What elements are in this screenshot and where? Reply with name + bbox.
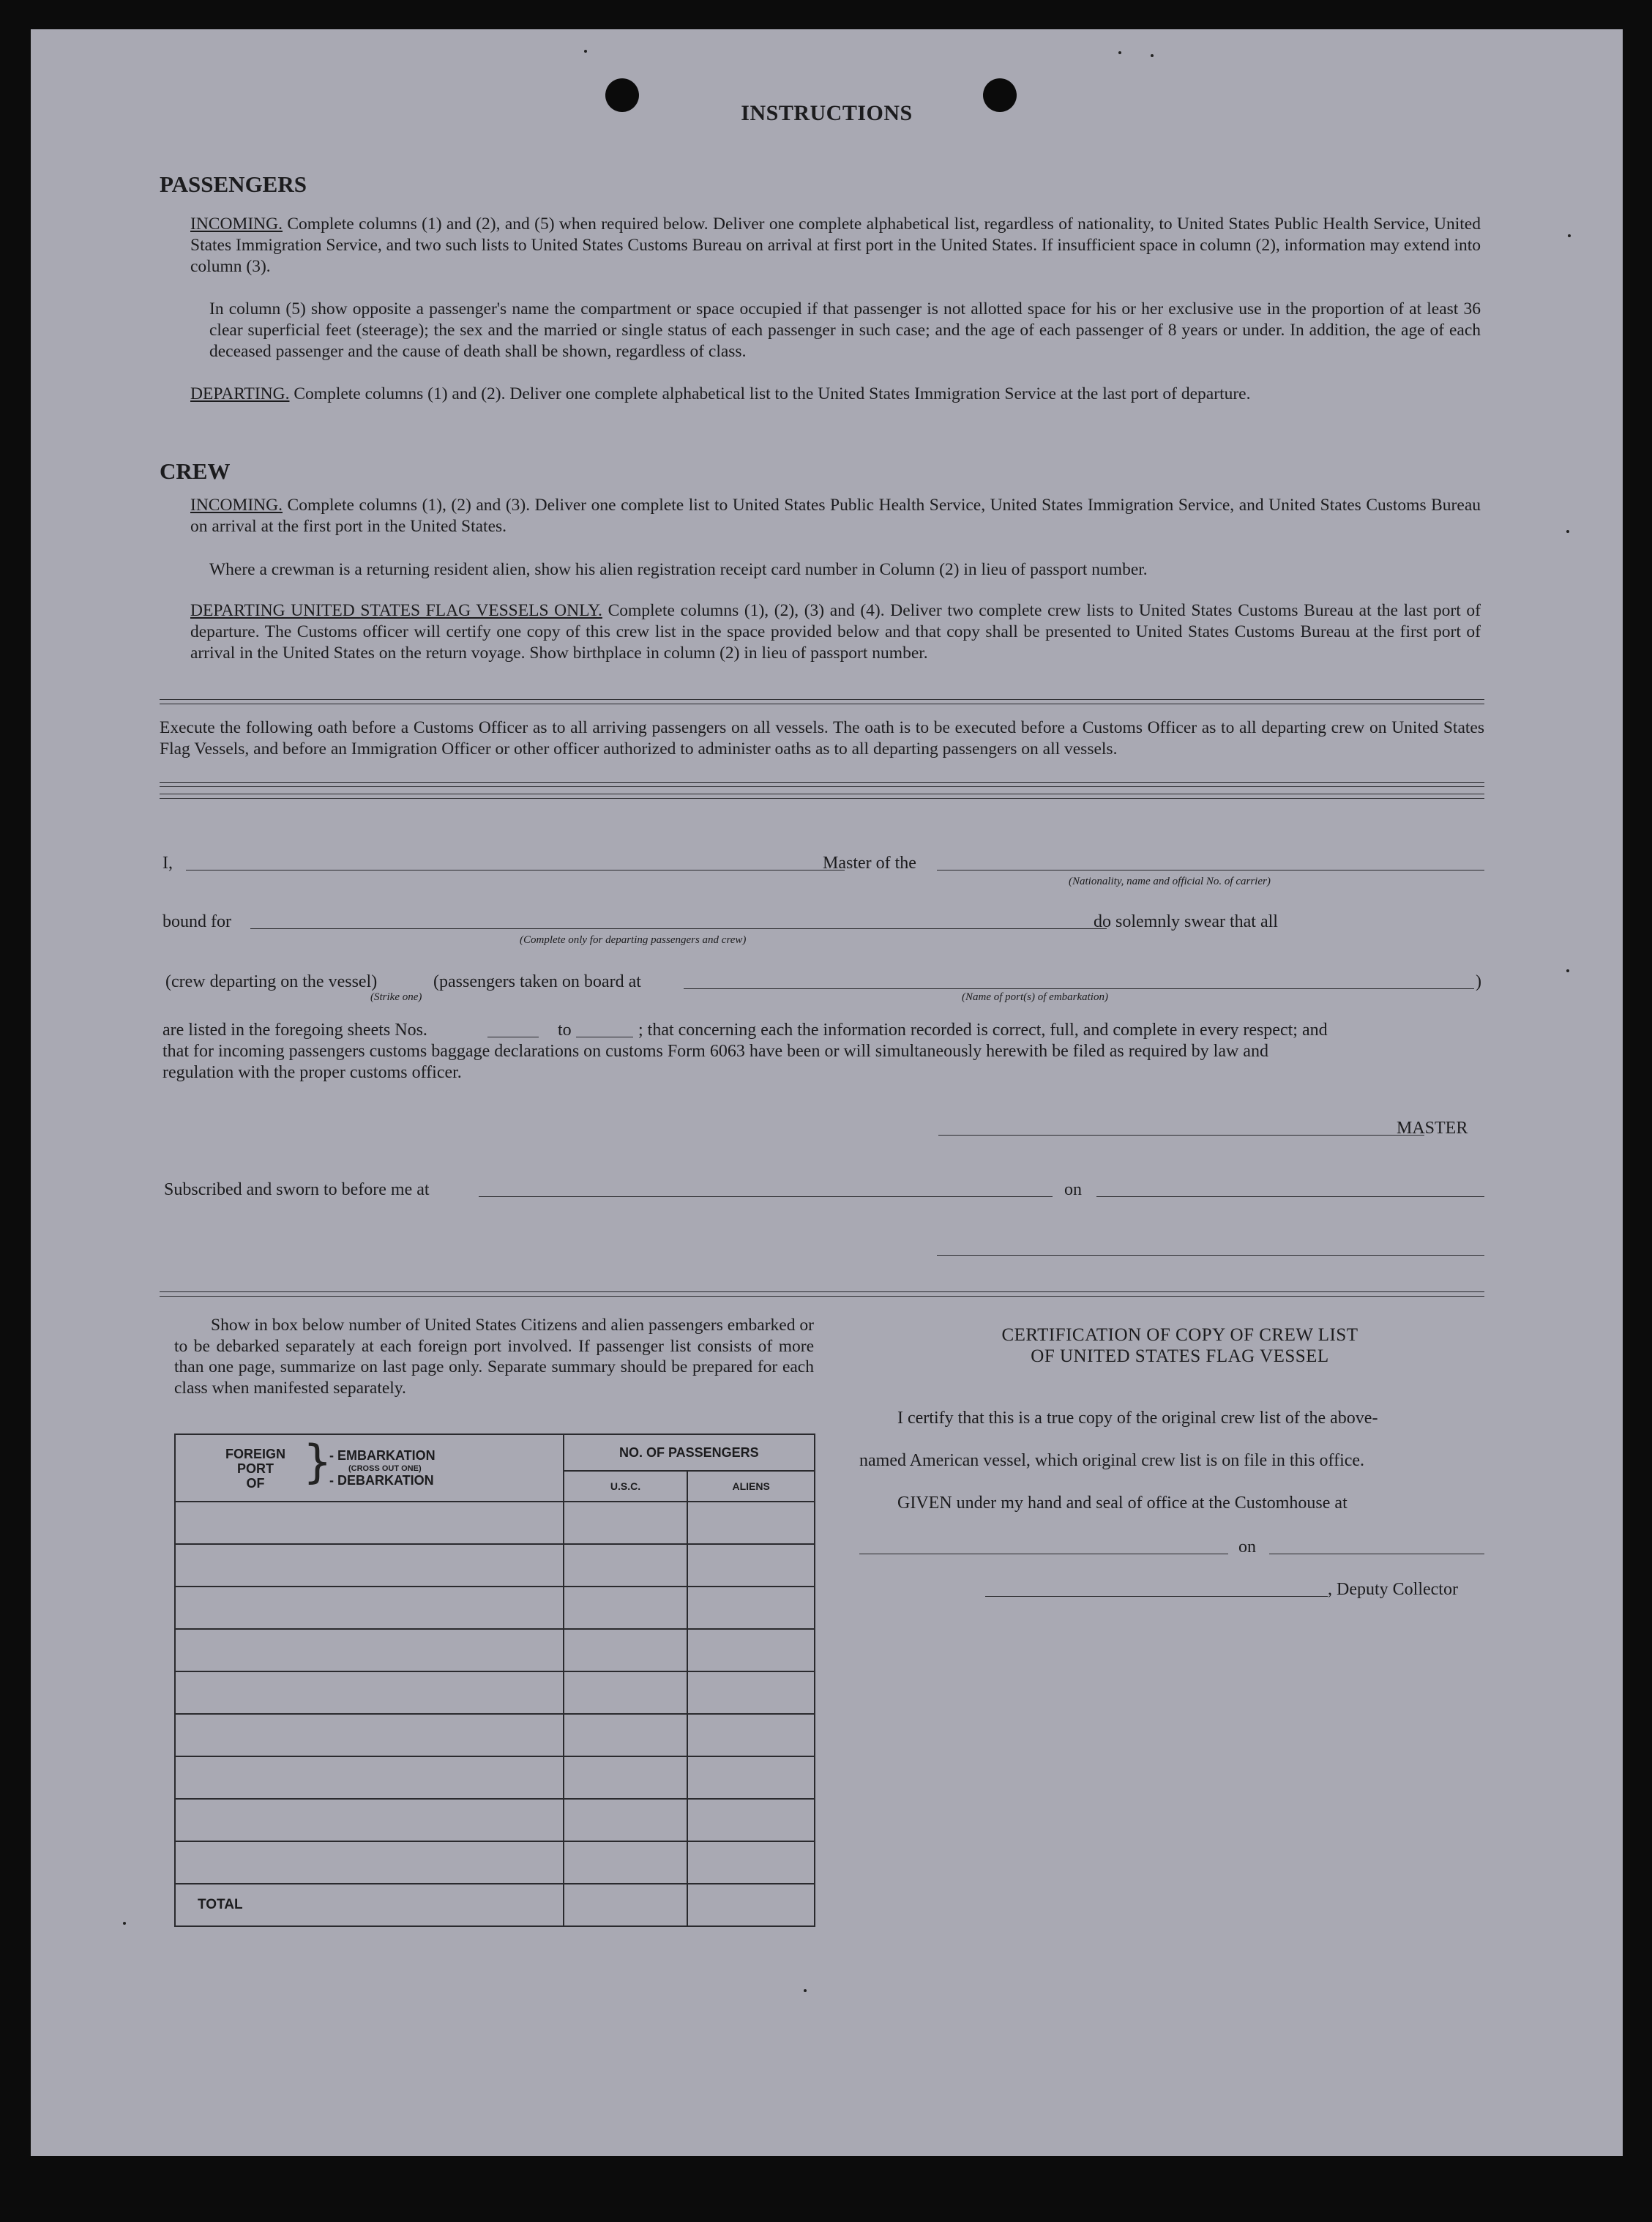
usc-cell[interactable] (564, 1671, 688, 1714)
subscribed-label: Subscribed and sworn to before me at (164, 1180, 430, 1199)
embarkation-label: - EMBARKATION (329, 1448, 436, 1463)
usc-cell[interactable] (564, 1629, 688, 1671)
port-cell[interactable] (175, 1587, 564, 1629)
scan-speck (1568, 234, 1571, 237)
port-cell[interactable] (175, 1799, 564, 1841)
aliens-header: ALIENS (687, 1471, 815, 1502)
passengers-heading: PASSENGERS (160, 171, 307, 197)
section-divider (160, 699, 1484, 704)
crew-departing-text: Complete columns (1), (2), (3) and (4). Deliver two complete crew lists to United States Customs Bureau at the last port of departure. The Customs officer will certify one copy of this crew list in the space provided below and that copy shall be presented to United States Customs Bureau at the first port of arrival in the United States on the return voyage. Show birthplace in column (2) in lieu of passport number. (190, 601, 1481, 663)
passengers-incoming-label: INCOMING. (190, 215, 283, 234)
swear-label: do solemnly swear that all (1094, 912, 1278, 931)
scan-speck (1566, 969, 1569, 972)
certification-title-line1: CERTIFICATION OF COPY OF CREW LIST (1001, 1325, 1358, 1345)
aliens-cell[interactable] (687, 1799, 815, 1841)
aliens-cell[interactable] (687, 1629, 815, 1671)
port-hint: (Name of port(s) of embarkation) (962, 991, 1108, 1003)
passengers-incoming-text: Complete columns (1) and (2), and (5) when required below. Deliver one complete alphabetical list, regardless of nationality, to United States Public Health Service, United States Immigration Service, and two such lists to United States Customs Bureau on arrival at first port in the United States. If insufficient space in column (2), information may extend into column (3). (190, 215, 1481, 276)
passengers-departing-paragraph (190, 384, 1481, 405)
master-label: MASTER (1397, 1119, 1468, 1138)
crew-incoming-label: INCOMING. (190, 496, 283, 515)
scan-speck (1566, 530, 1569, 533)
bound-for-field[interactable] (250, 928, 1107, 929)
aliens-total-cell[interactable] (687, 1884, 815, 1926)
port-header-cell (175, 1434, 564, 1502)
crew-incoming-text: Complete columns (1), (2) and (3). Deliver one complete list to United States Public Health Service, United States Immigration Service, and United States Customs Bureau on arrival at the first port in the United States. (190, 496, 1481, 536)
passengers-departing-text: Complete columns (1) and (2). Deliver one complete alphabetical list to the United States Immigration Service at the last port of departure. (294, 384, 1251, 403)
close-paren: ) (1476, 972, 1481, 991)
listed-rest: ; that concerning each the information recorded is correct, full, and complete in every respect; and (638, 1021, 1328, 1040)
strike-hint: (Strike one) (370, 991, 422, 1003)
of-label: OF (246, 1476, 265, 1491)
total-label: TOTAL (175, 1884, 564, 1926)
listed-label: are listed in the foregoing sheets Nos. (162, 1021, 427, 1040)
passengers-column5-paragraph: In column (5) show opposite a passenger's name the compartment or space occupied if that passenger is not allotted space for his or her exclusive use in the proportion of at least 36 clear superficial feet (steerage); the sex and the married or single status of each passenger in such case; and the age of each passenger of 8 years or under. In addition, the age of each deceased passenger and the cause of death shall be shown, regardless of class. (209, 299, 1481, 361)
certify-line2: named American vessel, which original crew list is on file in this office. (859, 1451, 1365, 1470)
carrier-hint: (Nationality, name and official No. of carrier) (1069, 876, 1271, 887)
certification-on-label: on (1238, 1537, 1256, 1556)
deputy-signature-field[interactable] (985, 1596, 1328, 1597)
crew-departing-paragraph (190, 600, 1481, 664)
crew-resident-paragraph: Where a crewman is a returning resident alien, show his alien registration receipt card number in Column (2) in lieu of passport number. (209, 560, 1148, 579)
listed-line2: that for incoming passengers customs baggage declarations on customs Form 6063 have been or will simultaneously herewith be filed as required by law and (162, 1042, 1268, 1061)
subscribed-on-label: on (1064, 1180, 1082, 1199)
bound-for-label: bound for (162, 912, 231, 931)
subscribed-date-field[interactable] (1096, 1196, 1484, 1197)
port-label: PORT (236, 1461, 274, 1476)
usc-total-cell[interactable] (564, 1884, 688, 1926)
port-cell[interactable] (175, 1714, 564, 1756)
listed-line3: regulation with the proper customs officer. (162, 1063, 462, 1082)
crew-incoming-paragraph (190, 495, 1481, 537)
aliens-cell[interactable] (687, 1756, 815, 1799)
section-divider (160, 1291, 1484, 1297)
port-cell[interactable] (175, 1756, 564, 1799)
scan-speck (123, 1922, 126, 1925)
passengers-departing-label: DEPARTING. (190, 384, 290, 403)
aliens-cell[interactable] (687, 1587, 815, 1629)
scan-speck (1151, 54, 1154, 57)
page-title: INSTRUCTIONS (741, 101, 913, 125)
port-cell[interactable] (175, 1629, 564, 1671)
brace-icon: } (303, 1435, 332, 1488)
usc-header: U.S.C. (564, 1471, 688, 1502)
port-cell[interactable] (175, 1502, 564, 1544)
scan-speck (804, 1989, 807, 1992)
embarkation-port-field[interactable] (684, 988, 1474, 989)
usc-cell[interactable] (564, 1841, 688, 1884)
aliens-cell[interactable] (687, 1544, 815, 1587)
aliens-cell[interactable] (687, 1841, 815, 1884)
usc-cell[interactable] (564, 1544, 688, 1587)
debarkation-label: - DEBARKATION (329, 1473, 434, 1488)
master-signature-field[interactable] (938, 1135, 1424, 1136)
aliens-cell[interactable] (687, 1671, 815, 1714)
oath-instruction: Execute the following oath before a Customs Officer as to all arriving passengers on all vessels. The oath is to be executed before a Customs Officer as to all departing crew on United States Flag Vessels, and before an Immigration Officer or other officer authorized to administer oaths as to all departing passengers on all vessels. (160, 718, 1484, 758)
to-label: to (558, 1021, 572, 1040)
section-divider (160, 794, 1484, 799)
certification-title-line2: OF UNITED STATES FLAG VESSEL (1031, 1346, 1329, 1366)
usc-cell[interactable] (564, 1714, 688, 1756)
usc-cell[interactable] (564, 1756, 688, 1799)
certify-line1: I certify that this is a true copy of the original crew list of the above- (897, 1409, 1378, 1428)
usc-cell[interactable] (564, 1502, 688, 1544)
port-cell[interactable] (175, 1671, 564, 1714)
scan-speck (584, 50, 587, 53)
form-sheet (31, 29, 1623, 2156)
cross-out-label: (CROSS OUT ONE) (348, 1464, 422, 1473)
deputy-collector-label: , Deputy Collector (1328, 1580, 1458, 1599)
passengers-taken-option: (passengers taken on board at (433, 972, 641, 991)
passengers-incoming-paragraph (190, 214, 1481, 277)
aliens-cell[interactable] (687, 1714, 815, 1756)
subscribed-place-field[interactable] (479, 1196, 1053, 1197)
summary-instruction: Show in box below number of United States Citizens and alien passengers embarked or to be debarked separately at each foreign port involved. If passenger list consists of more than one page, summarize on last page only. Separate summary should be prepared for each class when manifested separately. (174, 1316, 814, 1398)
usc-cell[interactable] (564, 1587, 688, 1629)
officer-signature-field[interactable] (937, 1255, 1484, 1256)
given-line: GIVEN under my hand and seal of office at the Customhouse at (897, 1494, 1348, 1513)
aliens-cell[interactable] (687, 1502, 815, 1544)
usc-cell[interactable] (564, 1799, 688, 1841)
foreign-label: FOREIGN (225, 1447, 285, 1461)
master-of-label: Master of the (823, 854, 916, 873)
crew-departing-option: (crew departing on the vessel) (165, 972, 378, 991)
no-passengers-header: NO. OF PASSENGERS (564, 1434, 815, 1471)
port-cell[interactable] (175, 1544, 564, 1587)
oath-i-label: I, (162, 854, 173, 873)
bound-for-hint: (Complete only for departing passengers and crew) (520, 934, 747, 946)
passenger-summary-table (174, 1434, 815, 1927)
section-divider (160, 782, 1484, 787)
port-cell[interactable] (175, 1841, 564, 1884)
scan-speck (1118, 51, 1121, 54)
crew-heading: CREW (160, 458, 231, 484)
crew-departing-label: DEPARTING UNITED STATES FLAG VESSELS ONLY. (190, 601, 602, 620)
